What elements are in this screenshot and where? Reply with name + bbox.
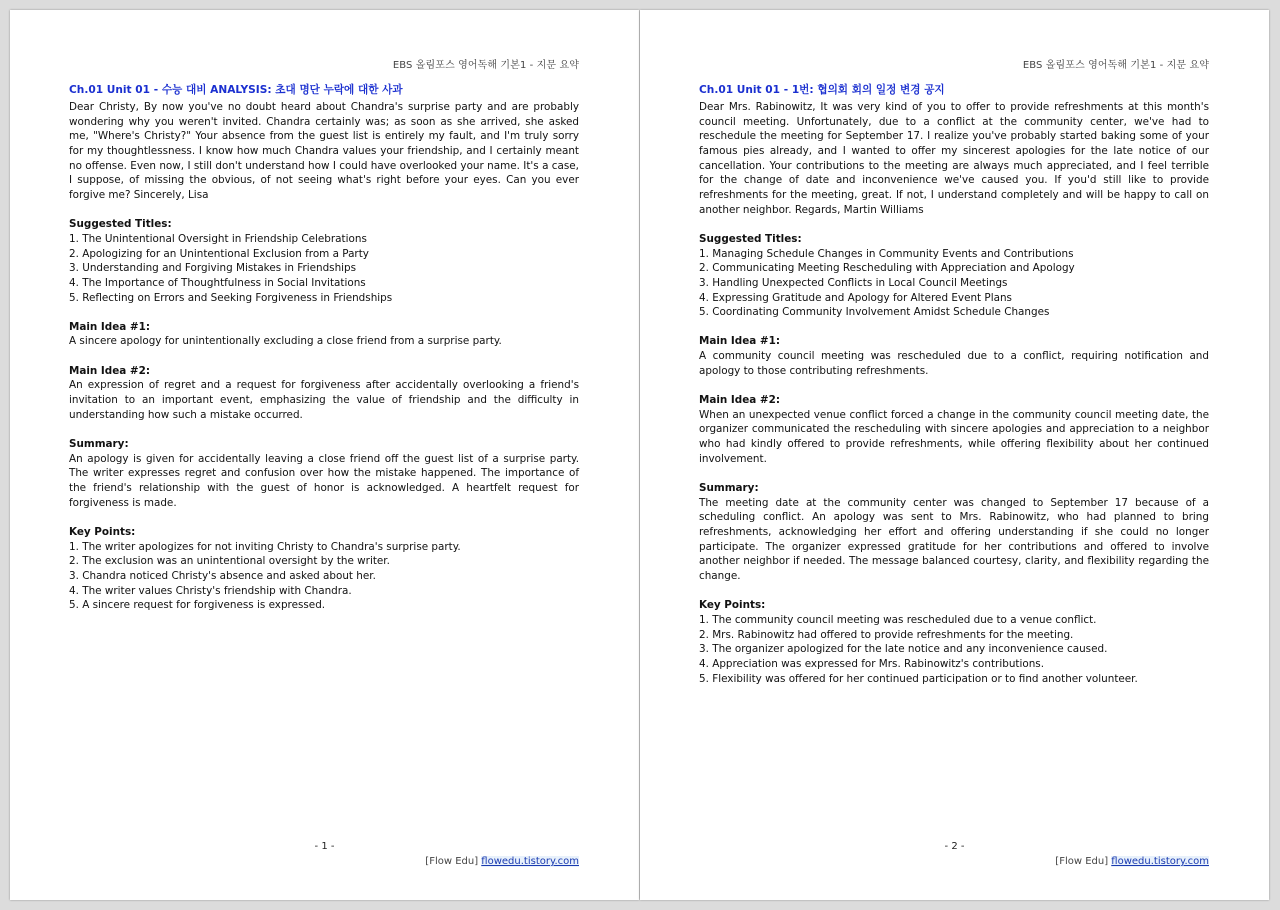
suggested-title-item: 3. Handling Unexpected Conflicts in Local Council Meetings: [699, 276, 1008, 289]
main-idea-1-section: [69, 320, 579, 349]
summary-section: [699, 481, 1209, 584]
key-points-section: [699, 598, 1209, 686]
page-header: EBS 올림포스 영어독해 기본1 - 지문 요약: [392, 60, 579, 71]
page-body: [699, 100, 1209, 686]
key-point-item: 3. The organizer apologized for the late notice and any inconvenience caused.: [699, 643, 1108, 656]
suggested-title-item: 3. Understanding and Forgiving Mistakes in Friendships: [69, 262, 357, 275]
main-idea-2-heading: Main Idea #2:: [699, 394, 780, 407]
page-header: EBS 올림포스 영어독해 기본1 - 지문 요약: [1022, 60, 1209, 71]
summary-heading: Summary:: [69, 438, 129, 451]
main-idea-1-text: A community council meeting was rescheduled due to a conflict, requiring notification and apology to those contributing refreshments.: [699, 350, 1209, 377]
key-point-item: 4. Appreciation was expressed for Mrs. Rabinowitz's contributions.: [699, 657, 1045, 670]
suggested-titles-heading: Suggested Titles:: [699, 232, 802, 245]
key-point-item: 3. Chandra noticed Christy's absence and asked about her.: [69, 569, 376, 582]
main-idea-1-text: A sincere apology for unintentionally excluding a close friend from a surprise party.: [69, 335, 502, 348]
key-point-item: 5. A sincere request for forgiveness is expressed.: [69, 599, 326, 612]
page-number: - 1 -: [314, 841, 335, 852]
page-body: [69, 100, 579, 613]
suggested-title-item: 5. Coordinating Community Involvement Amidst Schedule Changes: [699, 306, 1050, 319]
suggested-titles-heading: Suggested Titles:: [69, 218, 172, 231]
key-point-item: 1. The writer apologizes for not inviting Christy to Chandra's surprise party.: [69, 540, 461, 553]
suggested-title-item: 1. The Unintentional Oversight in Friendship Celebrations: [69, 232, 367, 245]
suggested-title-item: 1. Managing Schedule Changes in Community Events and Contributions: [699, 247, 1074, 260]
main-idea-1-heading: Main Idea #1:: [699, 335, 780, 348]
key-point-item: 4. The writer values Christy's friendship with Chandra.: [69, 584, 352, 597]
main-idea-2-heading: Main Idea #2:: [69, 364, 150, 377]
key-point-item: 5. Flexibility was offered for her continued participation or to find another volunteer.: [699, 672, 1138, 685]
passage-text: Dear Mrs. Rabinowitz, It was very kind of you to offer to provide refreshments at this month's council meeting. Unfortunately, due to a conflict at the community center, we've had to reschedule the meeting for September 17. I realize you've probably started baking some of your famous pies already, and I wanted to offer my sincerest apologies for the late notice of our cancellation. Your contributions to the meeting are always much appreciated, and I feel terrible for the change of date and inconvenience we've caused you. If you'd still like to provide refreshments for the meeting, great. If not, I understand completely and will be happy to call on another neighbor. Regards, Martin Williams: [699, 101, 1209, 216]
suggested-titles-section: [69, 217, 579, 305]
summary-text: The meeting date at the community center was changed to September 17 because of a scheduling conflict. An apology was sent to Mrs. Rabinowitz, who had planned to bring refreshments, acknowledging her effort and offering understanding if she could no longer participate. The organizer expressed gratitude for her contributions and offered to involve another neighbor if needed. The message balanced courtesy, clarity, and flexibility regarding the change.: [699, 496, 1209, 582]
suggested-title-item: 5. Reflecting on Errors and Seeking Forgiveness in Friendships: [69, 291, 393, 304]
suggested-titles-section: [699, 232, 1209, 320]
suggested-title-item: 2. Communicating Meeting Rescheduling with Appreciation and Apology: [699, 262, 1075, 275]
page-number: - 2 -: [944, 841, 965, 852]
main-idea-2-section: [69, 364, 579, 423]
summary-text: An apology is given for accidentally leaving a close friend off the guest list of a surprise party. The writer expresses regret and confusion over how the mistake happened. The importance of the friend's relationship with the guest of honor is acknowledged. A heartfelt request for forgiveness is made.: [69, 452, 579, 509]
document-page-2: [640, 10, 1269, 900]
summary-heading: Summary:: [699, 482, 759, 494]
key-point-item: 1. The community council meeting was rescheduled due to a venue conflict.: [699, 613, 1097, 626]
key-points-section: [69, 525, 579, 613]
footer-link[interactable]: flowedu.tistory.com: [481, 856, 579, 867]
key-point-item: 2. Mrs. Rabinowitz had offered to provide refreshments for the meeting.: [699, 628, 1074, 641]
document-page-1: [10, 10, 639, 900]
suggested-title-item: 2. Apologizing for an Unintentional Exclusion from a Party: [69, 247, 369, 260]
unit-title: Ch.01 Unit 01 - 1번: 협의회 회의 일정 변경 공지: [699, 84, 945, 96]
summary-section: [69, 437, 579, 510]
main-idea-1-section: [699, 334, 1209, 378]
page-footer: [425, 856, 579, 867]
key-point-item: 2. The exclusion was an unintentional oversight by the writer.: [69, 555, 390, 568]
page-footer: [1055, 856, 1209, 867]
key-points-heading: Key Points:: [699, 599, 766, 612]
footer-link[interactable]: flowedu.tistory.com: [1111, 856, 1209, 867]
suggested-title-item: 4. Expressing Gratitude and Apology for Altered Event Plans: [699, 291, 1012, 304]
key-points-heading: Key Points:: [69, 525, 136, 538]
suggested-title-item: 4. The Importance of Thoughtfulness in Social Invitations: [69, 276, 366, 289]
main-idea-2-section: [699, 393, 1209, 466]
unit-title: Ch.01 Unit 01 - 수능 대비 ANALYSIS: 초대 명단 누락에 대한 사과: [69, 84, 403, 96]
footer-brand: [Flow Edu]: [1055, 856, 1109, 867]
main-idea-2-text: When an unexpected venue conflict forced a change in the community council meeting date, the organizer communicated the rescheduling with sincere apologies and appreciation to a neighbor who had kindly offered to provide refreshments, while offering flexibility about her continued involvement.: [699, 408, 1209, 465]
passage-text: Dear Christy, By now you've no doubt heard about Chandra's surprise party and are probably wondering why you weren't invited. Chandra certainly was; as soon as she arrived, she asked me, "Where's Christy?" Your absence from the guest list is entirely my fault, and I'm truly sorry for my thoughtlessness. I know how much Chandra values your friendship, and I certainly meant no offense. Even now, I still don't understand how I could have overlooked your name. It's a case, I suppose, of missing the obvious, of not seeing what's right before your eyes. Can you ever forgive me? Sincerely, Lisa: [69, 101, 579, 201]
footer-brand: [Flow Edu]: [425, 856, 479, 867]
main-idea-1-heading: Main Idea #1:: [69, 320, 150, 333]
main-idea-2-text: An expression of regret and a request for forgiveness after accidentally overlooking a friend's invitation to an important event, emphasizing the value of friendship and the difficulty in understanding how such a mistake occurred.: [69, 379, 579, 421]
